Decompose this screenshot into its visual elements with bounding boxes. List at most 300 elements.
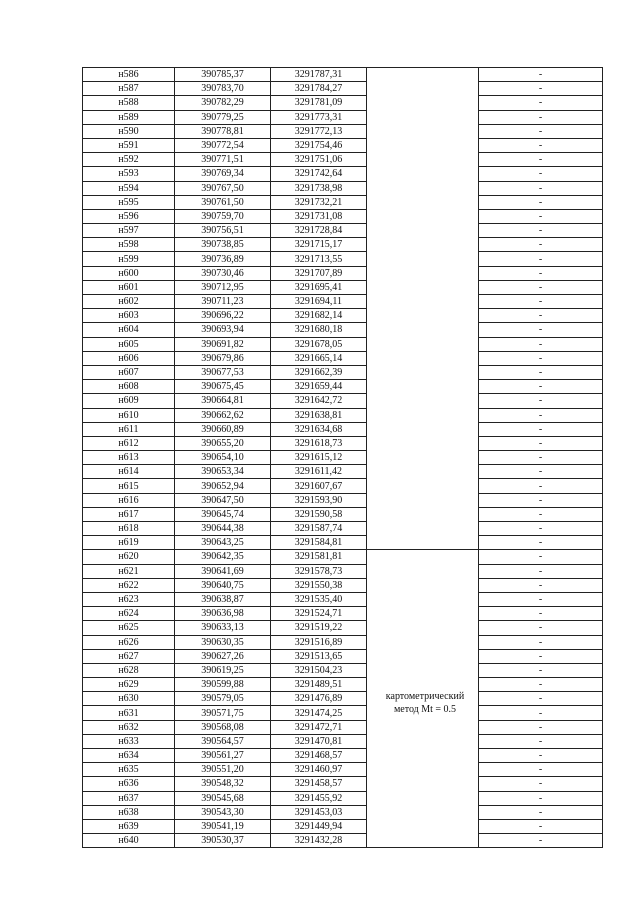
note-cell: - [479, 394, 603, 408]
method-cell [367, 365, 479, 379]
method-cell [367, 522, 479, 536]
method-cell [367, 238, 479, 252]
point-id: н627 [83, 649, 175, 663]
table-row [83, 522, 603, 536]
table-row [83, 791, 603, 805]
coord-x: 390693,94 [175, 323, 271, 337]
coord-x: 390530,37 [175, 834, 271, 848]
coord-x: 390642,35 [175, 550, 271, 564]
method-cell [367, 124, 479, 138]
note-cell: - [479, 706, 603, 720]
table-row [83, 564, 603, 578]
point-id: н593 [83, 167, 175, 181]
coord-x: 390711,23 [175, 295, 271, 309]
coord-y: 3291489,51 [271, 678, 367, 692]
coord-x: 390545,68 [175, 791, 271, 805]
coord-x: 390677,53 [175, 365, 271, 379]
coord-x: 390761,50 [175, 195, 271, 209]
table-row [83, 436, 603, 450]
note-cell: - [479, 819, 603, 833]
coordinates-table [82, 67, 603, 848]
coord-y: 3291578,73 [271, 564, 367, 578]
point-id: н599 [83, 252, 175, 266]
note-cell: - [479, 309, 603, 323]
point-id: н596 [83, 209, 175, 223]
table-row [83, 82, 603, 96]
point-id: н636 [83, 777, 175, 791]
coord-x: 390712,95 [175, 280, 271, 294]
point-id: н615 [83, 479, 175, 493]
table-row [83, 422, 603, 436]
method-label [370, 690, 480, 716]
coord-x: 390662,62 [175, 408, 271, 422]
table-row [83, 507, 603, 521]
method-cell [367, 351, 479, 365]
method-cell [367, 592, 479, 606]
point-id: н626 [83, 635, 175, 649]
method-cell [367, 110, 479, 124]
coord-x: 390772,54 [175, 138, 271, 152]
table-row [83, 209, 603, 223]
note-cell: - [479, 351, 603, 365]
point-id: н634 [83, 749, 175, 763]
table-row [83, 479, 603, 493]
point-id: н613 [83, 451, 175, 465]
coord-y: 3291550,38 [271, 578, 367, 592]
coord-y: 3291470,81 [271, 734, 367, 748]
note-cell: - [479, 408, 603, 422]
table-row [83, 167, 603, 181]
note-cell: - [479, 635, 603, 649]
coord-x: 390638,87 [175, 592, 271, 606]
coord-y: 3291742,64 [271, 167, 367, 181]
table-row [83, 749, 603, 763]
coord-x: 390738,85 [175, 238, 271, 252]
coord-x: 390679,86 [175, 351, 271, 365]
method-cell [367, 607, 479, 621]
coord-y: 3291732,21 [271, 195, 367, 209]
table-row [83, 138, 603, 152]
coord-y: 3291453,03 [271, 805, 367, 819]
method-cell [367, 465, 479, 479]
coord-y: 3291611,42 [271, 465, 367, 479]
point-id: н625 [83, 621, 175, 635]
table-row [83, 351, 603, 365]
method-cell [367, 394, 479, 408]
coord-y: 3291504,23 [271, 663, 367, 677]
table-row [83, 720, 603, 734]
coord-y: 3291662,39 [271, 365, 367, 379]
table-row [83, 777, 603, 791]
point-id: н635 [83, 763, 175, 777]
point-id: н622 [83, 578, 175, 592]
method-cell [367, 777, 479, 791]
point-id: н631 [83, 706, 175, 720]
point-id: н640 [83, 834, 175, 848]
note-cell: - [479, 678, 603, 692]
note-cell: - [479, 280, 603, 294]
coord-y: 3291432,28 [271, 834, 367, 848]
point-id: н587 [83, 82, 175, 96]
coord-y: 3291460,97 [271, 763, 367, 777]
coord-y: 3291659,44 [271, 380, 367, 394]
coord-y: 3291715,17 [271, 238, 367, 252]
method-cell [367, 266, 479, 280]
method-cell [367, 167, 479, 181]
table-row [83, 635, 603, 649]
point-id: н595 [83, 195, 175, 209]
note-cell: - [479, 507, 603, 521]
coord-x: 390785,37 [175, 68, 271, 82]
coord-y: 3291642,72 [271, 394, 367, 408]
coord-y: 3291781,09 [271, 96, 367, 110]
coord-x: 390759,70 [175, 209, 271, 223]
method-cell [367, 96, 479, 110]
point-id: н602 [83, 295, 175, 309]
method-cell [367, 224, 479, 238]
coord-y: 3291680,18 [271, 323, 367, 337]
coord-x: 390568,08 [175, 720, 271, 734]
coord-x: 390627,26 [175, 649, 271, 663]
note-cell: - [479, 578, 603, 592]
point-id: н614 [83, 465, 175, 479]
method-cell [367, 720, 479, 734]
coord-y: 3291449,94 [271, 819, 367, 833]
table-row [83, 68, 603, 82]
note-cell: - [479, 337, 603, 351]
coord-x: 390769,34 [175, 167, 271, 181]
method-cell [367, 451, 479, 465]
coord-x: 390730,46 [175, 266, 271, 280]
point-id: н630 [83, 692, 175, 706]
coord-y: 3291607,67 [271, 479, 367, 493]
coord-y: 3291516,89 [271, 635, 367, 649]
coord-x: 390647,50 [175, 493, 271, 507]
coord-y: 3291535,40 [271, 592, 367, 606]
note-cell: - [479, 209, 603, 223]
note-cell: - [479, 592, 603, 606]
coord-y: 3291773,31 [271, 110, 367, 124]
coord-x: 390782,29 [175, 96, 271, 110]
table-row [83, 649, 603, 663]
method-cell [367, 181, 479, 195]
point-id: н604 [83, 323, 175, 337]
coord-x: 390645,74 [175, 507, 271, 521]
note-cell: - [479, 749, 603, 763]
coord-x: 390660,89 [175, 422, 271, 436]
table-row [83, 365, 603, 379]
method-cell [367, 479, 479, 493]
table-row [83, 337, 603, 351]
table-row [83, 663, 603, 677]
method-cell [367, 138, 479, 152]
point-id: н638 [83, 805, 175, 819]
table-row [83, 536, 603, 550]
note-cell: - [479, 436, 603, 450]
point-id: н603 [83, 309, 175, 323]
coord-x: 390771,51 [175, 153, 271, 167]
point-id: н623 [83, 592, 175, 606]
coord-x: 390548,32 [175, 777, 271, 791]
point-id: н607 [83, 365, 175, 379]
coord-x: 390664,81 [175, 394, 271, 408]
note-cell: - [479, 153, 603, 167]
table-row [83, 592, 603, 606]
table-row [83, 621, 603, 635]
note-cell: - [479, 522, 603, 536]
note-cell: - [479, 181, 603, 195]
method-label-line1: картометрический [385, 691, 465, 702]
note-cell: - [479, 649, 603, 663]
note-cell: - [479, 68, 603, 82]
coord-x: 390643,25 [175, 536, 271, 550]
point-id: н597 [83, 224, 175, 238]
coord-y: 3291784,27 [271, 82, 367, 96]
note-cell: - [479, 295, 603, 309]
table-row [83, 181, 603, 195]
point-id: н621 [83, 564, 175, 578]
note-cell: - [479, 451, 603, 465]
table-row [83, 465, 603, 479]
coord-y: 3291476,89 [271, 692, 367, 706]
method-cell [367, 153, 479, 167]
point-id: н620 [83, 550, 175, 564]
point-id: н629 [83, 678, 175, 692]
coord-x: 390543,30 [175, 805, 271, 819]
coord-x: 390691,82 [175, 337, 271, 351]
coord-x: 390736,89 [175, 252, 271, 266]
table-row [83, 266, 603, 280]
note-cell: - [479, 692, 603, 706]
point-id: н632 [83, 720, 175, 734]
table-row [83, 252, 603, 266]
point-id: н589 [83, 110, 175, 124]
method-cell [367, 649, 479, 663]
method-cell [367, 82, 479, 96]
table-row [83, 451, 603, 465]
table-row [83, 124, 603, 138]
note-cell: - [479, 82, 603, 96]
coord-y: 3291474,25 [271, 706, 367, 720]
point-id: н611 [83, 422, 175, 436]
note-cell: - [479, 791, 603, 805]
coord-x: 390696,22 [175, 309, 271, 323]
coord-x: 390767,50 [175, 181, 271, 195]
point-id: н619 [83, 536, 175, 550]
point-id: н616 [83, 493, 175, 507]
coord-y: 3291618,73 [271, 436, 367, 450]
note-cell: - [479, 479, 603, 493]
note-cell: - [479, 252, 603, 266]
table-row [83, 295, 603, 309]
coord-y: 3291695,41 [271, 280, 367, 294]
coord-y: 3291524,71 [271, 607, 367, 621]
coord-y: 3291754,46 [271, 138, 367, 152]
method-cell [367, 791, 479, 805]
method-cell [367, 493, 479, 507]
method-cell [367, 507, 479, 521]
point-id: н588 [83, 96, 175, 110]
point-id: н624 [83, 607, 175, 621]
point-id: н594 [83, 181, 175, 195]
method-cell [367, 408, 479, 422]
coord-x: 390599,88 [175, 678, 271, 692]
coord-y: 3291665,14 [271, 351, 367, 365]
method-cell [367, 309, 479, 323]
coord-y: 3291519,22 [271, 621, 367, 635]
note-cell: - [479, 224, 603, 238]
coord-x: 390653,34 [175, 465, 271, 479]
note-cell: - [479, 110, 603, 124]
table-row [83, 678, 603, 692]
coord-x: 390633,13 [175, 621, 271, 635]
table-row [83, 309, 603, 323]
point-id: н617 [83, 507, 175, 521]
method-cell [367, 749, 479, 763]
method-cell [367, 550, 479, 564]
note-cell: - [479, 564, 603, 578]
table-row [83, 96, 603, 110]
method-cell [367, 635, 479, 649]
note-cell: - [479, 777, 603, 791]
coord-y: 3291638,81 [271, 408, 367, 422]
table-row [83, 224, 603, 238]
point-id: н637 [83, 791, 175, 805]
note-cell: - [479, 550, 603, 564]
table-row [83, 734, 603, 748]
note-cell: - [479, 805, 603, 819]
method-cell [367, 280, 479, 294]
note-cell: - [479, 763, 603, 777]
table-row [83, 706, 603, 720]
coord-x: 390654,10 [175, 451, 271, 465]
coord-y: 3291678,05 [271, 337, 367, 351]
method-cell [367, 763, 479, 777]
table-row [83, 408, 603, 422]
point-id: н590 [83, 124, 175, 138]
coord-y: 3291593,90 [271, 493, 367, 507]
method-cell [367, 805, 479, 819]
point-id: н606 [83, 351, 175, 365]
note-cell: - [479, 734, 603, 748]
coord-y: 3291713,55 [271, 252, 367, 266]
table-row [83, 493, 603, 507]
coord-y: 3291634,68 [271, 422, 367, 436]
method-cell [367, 337, 479, 351]
table-row [83, 323, 603, 337]
coord-y: 3291787,31 [271, 68, 367, 82]
table-row [83, 394, 603, 408]
note-cell: - [479, 536, 603, 550]
table-row [83, 380, 603, 394]
note-cell: - [479, 323, 603, 337]
table-row [83, 550, 603, 564]
coord-y: 3291468,57 [271, 749, 367, 763]
method-cell [367, 578, 479, 592]
method-cell [367, 422, 479, 436]
note-cell: - [479, 380, 603, 394]
note-cell: - [479, 365, 603, 379]
point-id: н586 [83, 68, 175, 82]
coord-x: 390783,70 [175, 82, 271, 96]
point-id: н600 [83, 266, 175, 280]
coord-x: 390630,35 [175, 635, 271, 649]
point-id: н608 [83, 380, 175, 394]
coord-x: 390551,20 [175, 763, 271, 777]
coord-x: 390564,57 [175, 734, 271, 748]
method-cell [367, 295, 479, 309]
table-row [83, 153, 603, 167]
method-cell [367, 380, 479, 394]
note-cell: - [479, 834, 603, 848]
coord-y: 3291772,13 [271, 124, 367, 138]
method-cell [367, 734, 479, 748]
method-cell [367, 252, 479, 266]
table-row [83, 607, 603, 621]
coord-x: 390571,75 [175, 706, 271, 720]
note-cell: - [479, 138, 603, 152]
table-row [83, 578, 603, 592]
note-cell: - [479, 621, 603, 635]
note-cell: - [479, 124, 603, 138]
coord-x: 390779,25 [175, 110, 271, 124]
coord-y: 3291590,58 [271, 507, 367, 521]
method-label-line2: метод Mt = 0.5 [393, 704, 457, 715]
coord-y: 3291728,84 [271, 224, 367, 238]
point-id: н639 [83, 819, 175, 833]
coord-y: 3291513,65 [271, 649, 367, 663]
coord-x: 390579,05 [175, 692, 271, 706]
coord-x: 390778,81 [175, 124, 271, 138]
method-cell [367, 68, 479, 82]
coord-x: 390756,51 [175, 224, 271, 238]
coord-y: 3291738,98 [271, 181, 367, 195]
coord-y: 3291694,11 [271, 295, 367, 309]
coord-y: 3291472,71 [271, 720, 367, 734]
method-cell [367, 536, 479, 550]
method-cell [367, 209, 479, 223]
point-id: н601 [83, 280, 175, 294]
table-row [83, 763, 603, 777]
table-row [83, 834, 603, 848]
note-cell: - [479, 465, 603, 479]
point-id: н605 [83, 337, 175, 351]
coord-y: 3291587,74 [271, 522, 367, 536]
coord-y: 3291751,06 [271, 153, 367, 167]
coord-y: 3291615,12 [271, 451, 367, 465]
point-id: н609 [83, 394, 175, 408]
coord-x: 390636,98 [175, 607, 271, 621]
point-id: н591 [83, 138, 175, 152]
note-cell: - [479, 238, 603, 252]
table-row [83, 238, 603, 252]
point-id: н592 [83, 153, 175, 167]
method-cell [367, 323, 479, 337]
coord-y: 3291581,81 [271, 550, 367, 564]
table-row [83, 195, 603, 209]
note-cell: - [479, 663, 603, 677]
note-cell: - [479, 266, 603, 280]
point-id: н598 [83, 238, 175, 252]
note-cell: - [479, 96, 603, 110]
method-cell [367, 834, 479, 848]
point-id: н633 [83, 734, 175, 748]
method-cell [367, 621, 479, 635]
method-cell [367, 564, 479, 578]
point-id: н610 [83, 408, 175, 422]
coord-x: 390640,75 [175, 578, 271, 592]
table-row [83, 819, 603, 833]
